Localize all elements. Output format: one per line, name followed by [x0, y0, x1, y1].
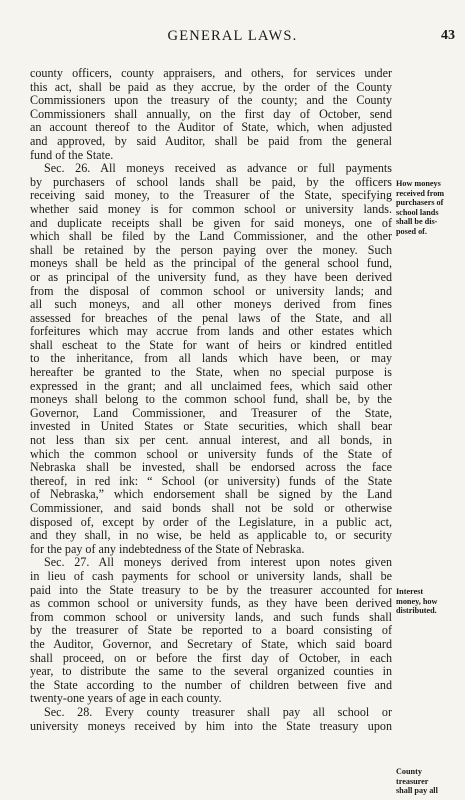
margin-note-sec-27 — [396, 587, 464, 616]
margin-note-line: school lands — [396, 207, 439, 217]
page-number: 43 — [441, 28, 455, 43]
text-line: in lieu of cash payments for school or university lands, shall be — [30, 568, 392, 583]
text-line: twenty-one years of age in each county. — [30, 691, 222, 706]
text-line: shall be retained by the person paying over the money. Such — [30, 242, 392, 257]
running-header — [0, 28, 465, 48]
text-line: year, to distribute the same to the several organized counties in — [30, 664, 392, 679]
text-line: by the treasurer of State be reported to a board consisting of — [30, 623, 392, 638]
margin-note-sec-28 — [396, 767, 464, 796]
text-line: assessed for breaches of the penal laws of the State, and all — [30, 310, 392, 325]
text-line: all such moneys, and all other moneys derived from fines — [30, 297, 392, 312]
margin-note-sec-26 — [396, 179, 464, 237]
text-line: receiving said money, to the Treasurer of the State, specifying — [30, 188, 392, 203]
text-line: expressed in the grant; and all unclaimed fees, which said other — [30, 378, 392, 393]
text-line: or as principal of the university fund, as they have been derived — [30, 269, 392, 284]
text-line: and approved, by said Auditor, shall be paid from the general — [30, 133, 392, 148]
running-title: GENERAL LAWS. — [167, 28, 298, 44]
text-line: and duplicate receipts shall be given for said moneys, one of — [30, 215, 392, 230]
text-line: of Nebraska,” which endorsement shall be signed by the Land — [30, 487, 392, 502]
text-line: shall proceed, on or before the first day of October, in each — [30, 650, 392, 665]
margin-note-line: Interest — [396, 587, 424, 596]
text-line: hereafter be granted to the State, when no special purpose is — [30, 365, 392, 380]
text-line: Nebraska shall be invested, shall be endorsed across the face — [30, 460, 392, 475]
text-line: invested in United States or State securities, which shall bear — [30, 419, 392, 434]
text-line: an account thereof to the Auditor of State, which, when adjusted — [30, 120, 392, 135]
margin-note-line: posed of. — [396, 226, 427, 236]
margin-note-line: shall be dis- — [396, 217, 438, 227]
text-line: shall escheat to the State for want of heirs or kindred entitled — [30, 337, 392, 352]
text-line: whether said money is for common school or university lands. — [30, 201, 392, 216]
text-line: moneys shall belong to the common school fund, shall be, by the — [30, 392, 392, 407]
text-line: forfeitures which may accrue from lands and other estates which — [30, 324, 392, 339]
text-line: university moneys received by him into the State treasury upon — [30, 718, 392, 733]
margin-note-line: distributed. — [396, 606, 437, 616]
text-line: county officers, county appraisers, and others, for services under — [30, 66, 392, 80]
text-line: Sec. 28. Every county treasurer shall pay all school or — [44, 704, 392, 719]
margin-note-line: received from — [396, 188, 445, 198]
text-line: this act, shall be paid as they accrue, by the order of the County — [30, 79, 392, 94]
text-line: Commissioner, and said bonds shall not be sold or otherwise — [30, 501, 392, 515]
margin-note-line: How moneys — [396, 179, 441, 188]
margin-note-line: County — [396, 767, 422, 776]
text-line: for the pay of any indebtedness of the State of Nebraska. — [30, 541, 305, 556]
text-line: Sec. 26. All moneys received as advance or full payments — [44, 161, 392, 176]
margin-note-line: money, how — [396, 596, 438, 606]
text-line: disposed of, except by order of the Legislature, in a public act, — [30, 514, 392, 529]
text-line: which shall be filed by the Land Commissioner, and the other — [30, 229, 392, 244]
text-line: not less than six per cent. annual interest, and all bonds, in — [30, 433, 392, 448]
text-line: and they shall, in no wise, be held as applicable to, or security — [30, 528, 392, 543]
text-line: by purchasers of school lands shall be paid, by the officers — [30, 174, 392, 189]
body-text — [30, 67, 392, 733]
text-line: to the inheritance, from all lands which have been, or may — [30, 351, 392, 366]
text-line: which the common school or university funds of the State of — [30, 446, 392, 461]
text-line: as common school or university funds, as they have been derived — [30, 596, 392, 611]
margin-note-line: treasurer — [396, 776, 429, 786]
text-line: Commissioners upon the treasury of the county; and the County — [30, 93, 392, 108]
text-line: from common school or university lands, and such funds shall — [30, 609, 392, 624]
text-line: the State according to the number of children between five and — [30, 677, 392, 692]
text-line: from the disposal of common school or university lands; and — [30, 283, 392, 298]
text-line: moneys shall be held as the principal of the general school fund, — [30, 256, 392, 271]
text-line: thereof, in red ink: “ School (or university) funds of the State — [30, 473, 392, 488]
margin-note-line: shall pay all — [396, 786, 438, 796]
text-line: Sec. 27. All moneys derived from interest upon notes given — [44, 555, 392, 570]
text-line: Commissioners shall annually, on the first day of October, send — [30, 106, 392, 121]
text-line: the Auditor, Governor, and Secretary of State, which said board — [30, 636, 392, 651]
text-line: paid into the State treasury to be by the treasurer accounted for — [30, 582, 392, 597]
text-line: Governor, Land Commissioner, and Treasurer of the State, — [30, 405, 392, 420]
margin-note-line: purchasers of — [396, 198, 444, 208]
text-line: fund of the State. — [30, 147, 114, 162]
